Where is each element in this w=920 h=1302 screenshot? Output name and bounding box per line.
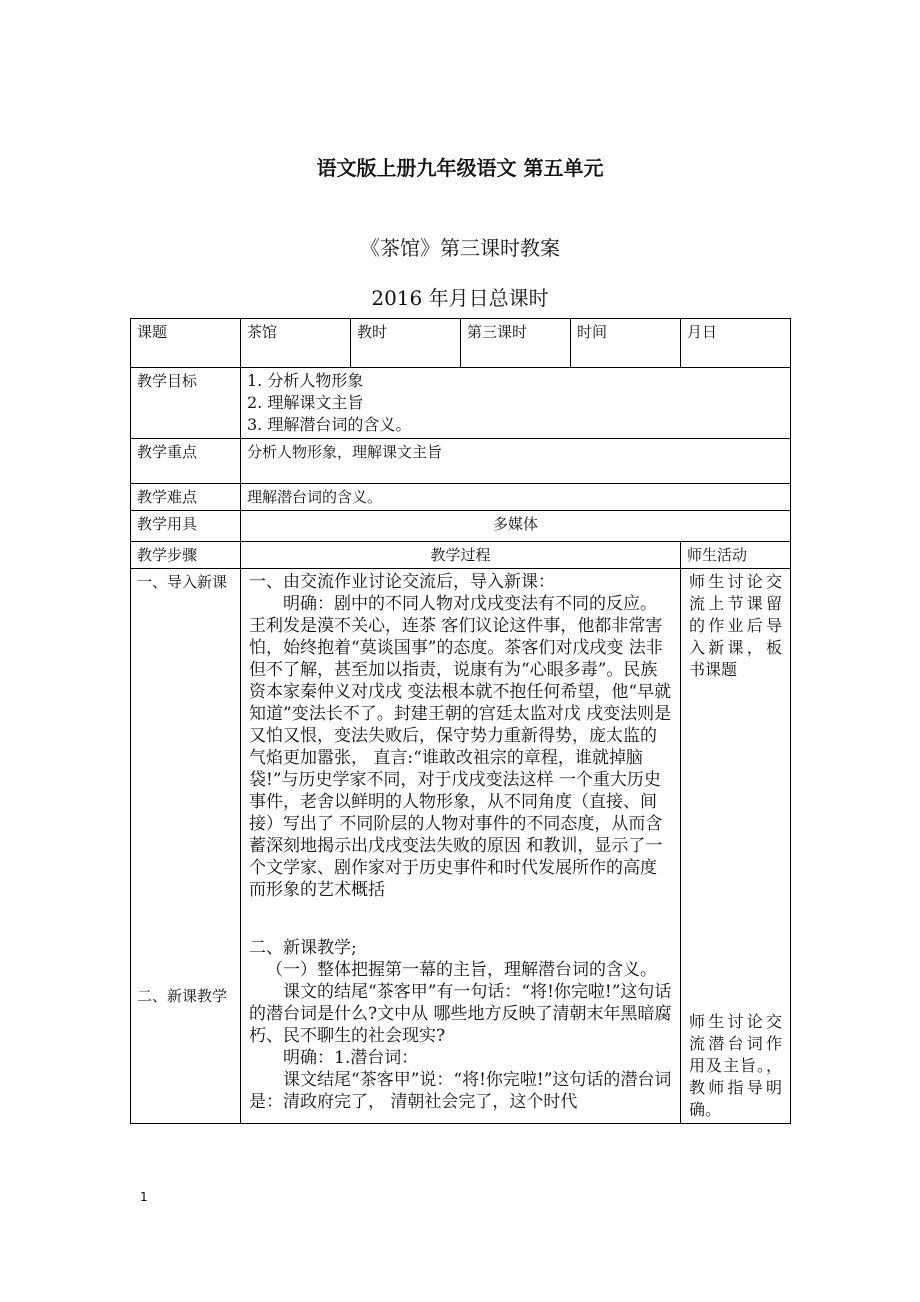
steps-label: 教学步骤 xyxy=(131,542,241,569)
activity-label: 师生活动 xyxy=(681,542,791,569)
process-label: 教学过程 xyxy=(241,542,681,569)
lesson-title: 《茶馆》第三课时教案 xyxy=(360,236,560,260)
activity-column xyxy=(681,569,791,1124)
table-row-goals xyxy=(131,368,791,439)
date-line: 2016 年月日总课时 xyxy=(371,286,549,310)
process-column xyxy=(241,569,681,1124)
period-value: 第三课时 xyxy=(461,319,571,368)
goal-item-2: 2. 理解课文主旨 xyxy=(247,393,364,412)
time-label: 时间 xyxy=(571,319,681,368)
page-number: 1 xyxy=(140,1190,148,1204)
topic-value: 茶馆 xyxy=(241,319,351,368)
goals-list xyxy=(241,368,791,439)
step2-answer: 课文结尾“茶客甲”说：“将!你完啦!”这句话的潜台词是：清政府完了， 清朝社会完了，这个时代 xyxy=(249,1070,672,1112)
period-label: 教时 xyxy=(351,319,461,368)
time-value: 月日 xyxy=(681,319,791,368)
key-label: 教学重点 xyxy=(131,439,241,484)
steps-column xyxy=(131,569,241,1124)
goals-label: 教学目标 xyxy=(131,368,241,439)
table-row-tools xyxy=(131,511,791,542)
table-row-difficulty xyxy=(131,484,791,511)
document-title: 语文版上册九年级语文 第五单元 xyxy=(316,156,604,180)
table-row-steps-header xyxy=(131,542,791,569)
goal-item-1: 1. 分析人物形象 xyxy=(247,371,364,390)
step2-activity: 师生讨论交流潜台词作用及主旨。，教师指导明确。 xyxy=(689,1012,782,1119)
topic-label: 课题 xyxy=(131,319,241,368)
step2-question: 课文的结尾“茶客甲”有一句话：“将!你完啦!”这句话的潜台词是什么?文中从 哪些地方反映了清朝末年黑暗腐朽、民不聊生的社会现实? xyxy=(249,982,672,1046)
step1-activity: 师生讨论交流上节课留的作业后导入新课，板书课题 xyxy=(689,572,782,679)
step2-label: 二、新课教学 xyxy=(137,987,228,1005)
step1-heading: 一、由交流作业讨论交流后，导入新课： xyxy=(249,572,555,592)
table-row-steps xyxy=(131,569,791,1124)
key-value: 分析人物形象，理解课文主旨 xyxy=(241,439,791,484)
step2-heading: 二、新课教学; xyxy=(249,938,357,958)
step1-text: 明确：剧中的不同人物对戊戌变法有不同的反应。王利发是漠不关心，连茶 客们议论这件事，他都非常害怕，始终抱着“莫谈国事”的态度。茶客们对戊戌变 法非但不了解，甚至加以指责，说康有为“心眼多毒”。民族资本家秦仲义对戊戌 变法根本就不抱任何希望，他“早就知道”变法长不了。封建王朝的宫廷太监对戊 戌变法则是又怕又恨，变法失败后，保守势力重新得势，庞太监的气焰更加嚣张， 直言:“谁敢改祖宗的章程，谁就掉脑袋!”与历史学家不同，对于戊戌变法这样 一个重大历史事件，老舍以鲜明的人物形象，从不同角度（直接、间接）写出了 不同阶层的人物对事件的不同态度，从而含蓄深刻地揭示出戊戌变法失败的原因 和教训，显示了一个文学家、剧作家对于历史事件和时代发展所作的高度而形象的艺术概括 xyxy=(249,594,672,900)
step2-answer-label: 明确：1.潜台词： xyxy=(283,1048,419,1068)
step2-subheading: （一）整体把握第一幕的主旨，理解潜台词的含义。 xyxy=(266,960,657,980)
tools-label: 教学用具 xyxy=(131,511,241,542)
step1-label: 一、导入新课 xyxy=(137,573,228,591)
table-row-topic xyxy=(131,319,791,368)
tools-value: 多媒体 xyxy=(241,511,791,542)
difficulty-label: 教学难点 xyxy=(131,484,241,511)
difficulty-value: 理解潜台词的含义。 xyxy=(241,484,791,511)
goal-item-3: 3. 理解潜台词的含义。 xyxy=(247,415,412,434)
table-row-key xyxy=(131,439,791,484)
lesson-plan-table xyxy=(130,318,791,1124)
